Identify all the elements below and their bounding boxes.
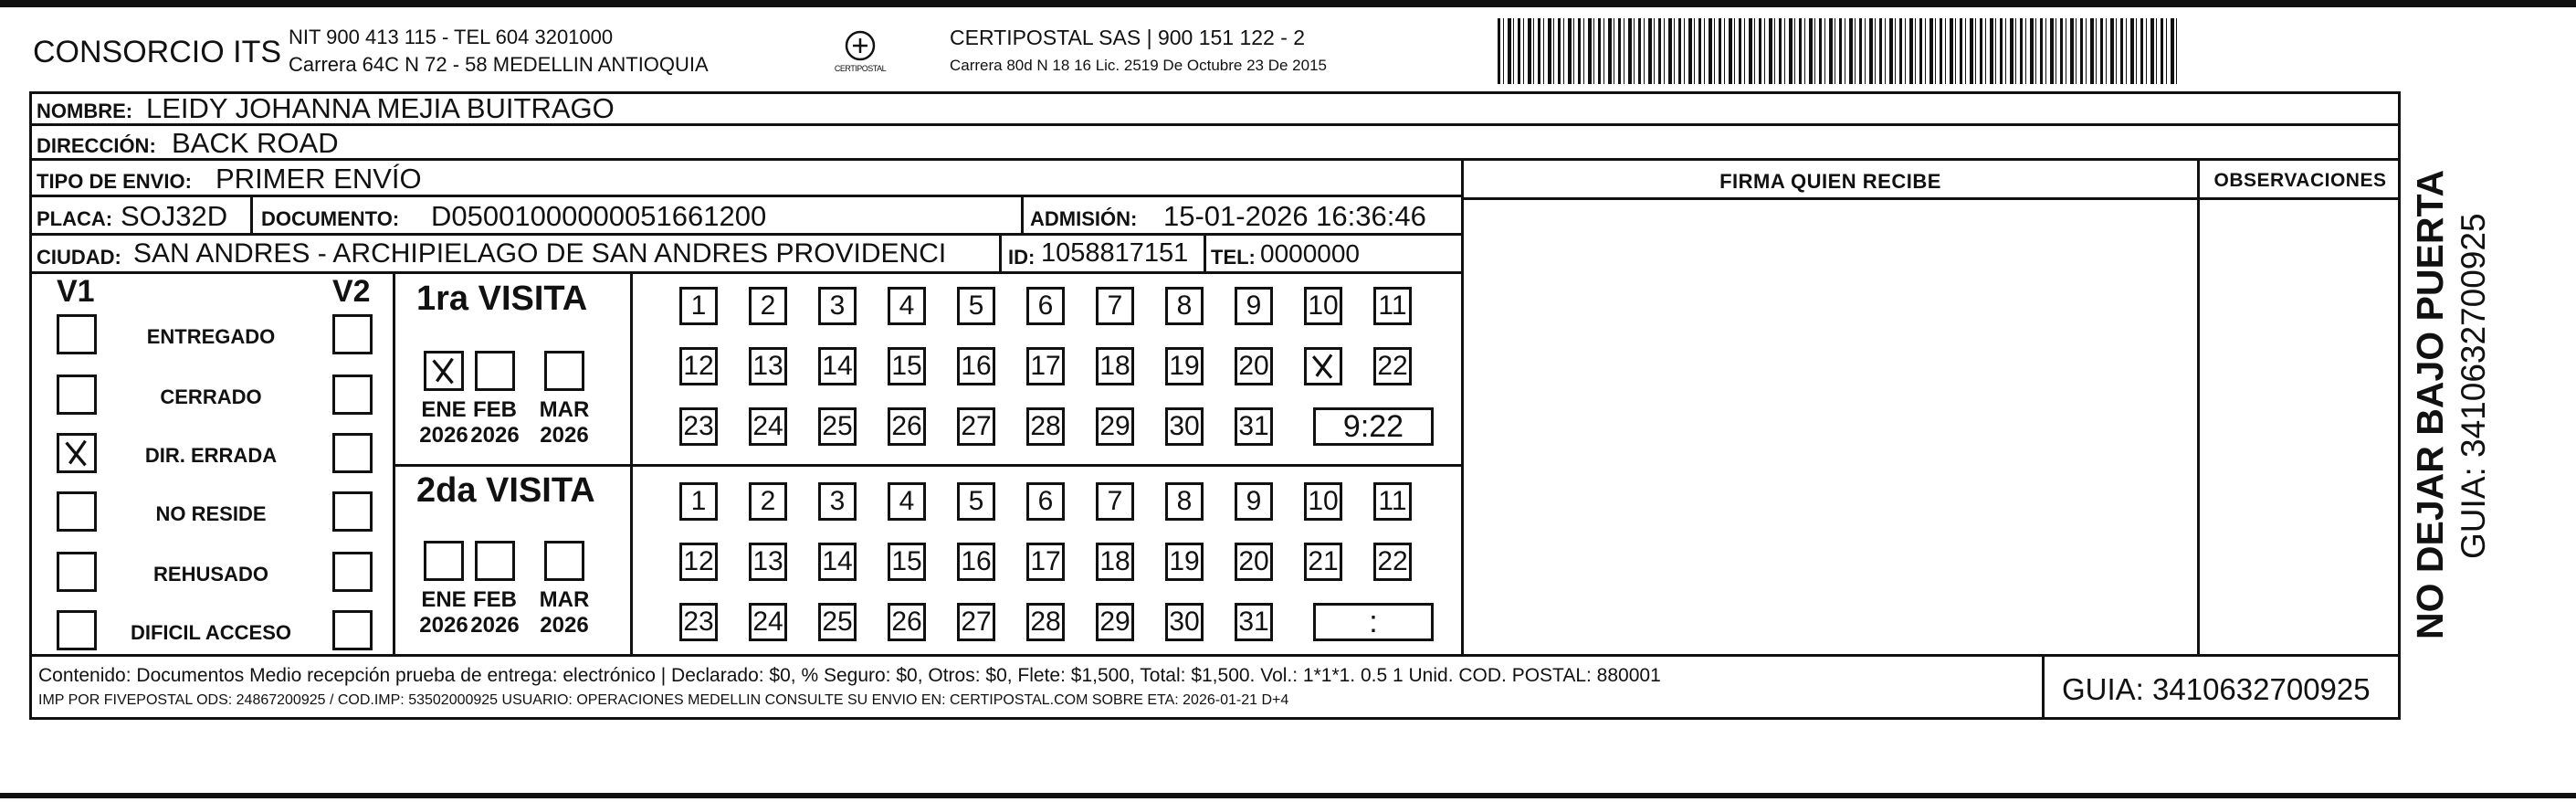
month-checkbox[interactable] (544, 351, 584, 391)
day-box[interactable]: 8 (1165, 287, 1204, 325)
day-box[interactable]: 16 (957, 543, 995, 581)
v1-checkbox[interactable] (57, 433, 97, 473)
day-box[interactable]: 31 (1235, 603, 1273, 641)
day-box[interactable]: 18 (1096, 347, 1134, 385)
status-label: ENTREGADO (146, 325, 276, 348)
day-box[interactable]: 28 (1026, 603, 1065, 641)
day-box[interactable]: 9 (1235, 287, 1273, 325)
status-label: REHUSADO (153, 563, 268, 586)
day-box[interactable]: 1 (679, 482, 718, 521)
day-box[interactable]: 7 (1096, 482, 1134, 521)
footer-guia-divider (2042, 654, 2045, 720)
day-box[interactable]: 29 (1096, 603, 1134, 641)
day-box[interactable]: 4 (888, 482, 926, 521)
day-box[interactable]: 27 (957, 603, 995, 641)
month-divider (630, 274, 633, 654)
day-box[interactable]: 6 (1026, 287, 1065, 325)
month-checkbox[interactable] (424, 541, 464, 581)
month-checkbox[interactable] (424, 351, 464, 391)
placa-label: PLACA: (37, 207, 113, 230)
month-label: ENE (421, 587, 467, 612)
day-box[interactable]: 20 (1235, 543, 1273, 581)
check-mark-icon (59, 436, 94, 470)
day-box[interactable]: 24 (749, 407, 787, 446)
day-box[interactable]: 26 (888, 407, 926, 446)
day-box[interactable]: 13 (749, 543, 787, 581)
month-label: FEB (473, 587, 517, 612)
row-direccion (29, 126, 2401, 161)
status-label: NO RESIDE (155, 502, 267, 525)
tel-value: 0000000 (1260, 239, 1361, 268)
footer-line (29, 654, 2401, 657)
status-label: DIFICIL ACCESO (130, 621, 291, 644)
day-box[interactable]: 29 (1096, 407, 1134, 446)
firma-column (1461, 161, 1464, 654)
day-box[interactable]: 15 (888, 543, 926, 581)
check-mark-icon (1307, 350, 1340, 383)
row-ciudad (29, 236, 1461, 274)
v1-checkbox[interactable] (57, 552, 97, 592)
certipostal-license: Carrera 80d N 18 16 Lic. 2519 De Octubre 23 De 2015 (950, 57, 1327, 74)
certipostal-nit: CERTIPOSTAL SAS | 900 151 122 - 2 (950, 26, 1306, 49)
side-warning: NO DEJAR BAJO PUERTA (2409, 169, 2451, 639)
direccion-value: BACK ROAD (172, 127, 339, 159)
tipo-label: TIPO DE ENVIO: (37, 170, 192, 193)
day-box[interactable]: 9 (1235, 482, 1273, 521)
documento-value: D05001000000051661200 (431, 200, 767, 232)
day-box[interactable]: 18 (1096, 543, 1134, 581)
day-box[interactable]: 15 (888, 347, 926, 385)
nombre-label: NOMBRE: (37, 100, 133, 122)
year-label: 2026 (470, 423, 520, 448)
day-box[interactable]: 12 (679, 543, 718, 581)
year-label: 2026 (470, 613, 520, 638)
top-border (0, 0, 2576, 7)
v2-checkbox[interactable] (332, 433, 373, 473)
year-label: 2026 (419, 613, 468, 638)
v2-checkbox[interactable] (332, 552, 373, 592)
month-label: MAR (539, 587, 590, 612)
v1-label: V1 (57, 274, 95, 309)
day-box[interactable]: 8 (1165, 482, 1204, 521)
day-box[interactable]: 3 (818, 482, 857, 521)
status-label: CERRADO (160, 385, 262, 408)
day-box[interactable]: 19 (1165, 543, 1204, 581)
day-box[interactable]: 16 (957, 347, 995, 385)
day-box[interactable]: 7 (1096, 287, 1134, 325)
year-label: 2026 (540, 423, 589, 448)
v1-checkbox[interactable] (57, 314, 97, 354)
v2-checkbox[interactable] (332, 375, 373, 415)
day-box[interactable]: 10 (1304, 482, 1342, 521)
company-address: Carrera 64C N 72 - 58 MEDELLIN ANTIOQUIA (289, 53, 709, 76)
second-visit-title: 2da VISITA (416, 471, 595, 510)
divider (1204, 236, 1206, 274)
month-label: FEB (473, 397, 517, 422)
v2-label: V2 (332, 274, 371, 309)
barcode (1498, 18, 2181, 84)
v2-checkbox[interactable] (332, 610, 373, 650)
admision-value: 15-01-2026 16:36:46 (1163, 200, 1426, 232)
day-box[interactable] (1304, 347, 1342, 385)
day-box[interactable]: 21 (1304, 543, 1342, 581)
logo-text: CERTIPOSTAL (834, 64, 887, 73)
year-label: 2026 (419, 423, 468, 448)
footer-imp: IMP POR FIVEPOSTAL ODS: 24867200925 / COD.IMP: 53502000925 USUARIO: OPERACIONES MEDELLIN CONSULTE SU ENVIO EN: CERTIPOSTAL.COM SOBRE ETA: 2026-01-21 D+4 (38, 692, 1289, 708)
bottom-border (0, 793, 2576, 798)
day-box[interactable]: 22 (1373, 347, 1412, 385)
day-box[interactable]: 6 (1026, 482, 1065, 521)
day-box[interactable]: 30 (1165, 407, 1204, 446)
day-box[interactable]: 14 (818, 543, 857, 581)
day-box[interactable]: 14 (818, 347, 857, 385)
visit-divider (393, 464, 1461, 467)
day-box[interactable]: 5 (957, 482, 995, 521)
day-box[interactable]: 25 (818, 407, 857, 446)
check-mark-icon (426, 354, 461, 388)
time-box[interactable]: : (1313, 603, 1434, 641)
month-label: MAR (539, 397, 590, 422)
id-label: ID: (1008, 246, 1036, 269)
certipostal-logo (833, 26, 888, 80)
divider (250, 197, 253, 236)
v1-checkbox[interactable] (57, 375, 97, 415)
placa-value: SOJ32D (121, 200, 228, 232)
nombre-value: LEIDY JOHANNA MEJIA BUITRAGO (146, 92, 615, 124)
day-box[interactable]: 25 (818, 603, 857, 641)
documento-label: DOCUMENTO: (261, 207, 400, 230)
v1-checkbox[interactable] (57, 491, 97, 532)
observaciones-column (2197, 161, 2200, 654)
day-box[interactable]: 23 (679, 407, 718, 446)
v1-checkbox[interactable] (57, 610, 97, 650)
day-box[interactable]: 17 (1026, 543, 1065, 581)
company-name: CONSORCIO ITS (33, 35, 282, 69)
divider (999, 236, 1002, 274)
admision-label: ADMISIÓN: (1030, 207, 1138, 230)
tel-label: TEL: (1211, 246, 1256, 269)
day-box[interactable]: 3 (818, 287, 857, 325)
day-box[interactable]: 28 (1026, 407, 1065, 446)
month-checkbox[interactable] (475, 541, 515, 581)
day-box[interactable]: 4 (888, 287, 926, 325)
day-box[interactable]: 22 (1373, 543, 1412, 581)
day-box[interactable]: 17 (1026, 347, 1065, 385)
day-box[interactable]: 2 (749, 287, 787, 325)
day-box[interactable]: 13 (749, 347, 787, 385)
row-nombre (29, 91, 2401, 126)
row-placa (29, 197, 1461, 236)
day-box[interactable]: 24 (749, 603, 787, 641)
day-box[interactable]: 5 (957, 287, 995, 325)
day-box[interactable]: 20 (1235, 347, 1273, 385)
day-box[interactable]: 26 (888, 603, 926, 641)
day-box[interactable]: 23 (679, 603, 718, 641)
direccion-label: DIRECCIÓN: (37, 134, 156, 157)
observaciones-header: OBSERVACIONES (2213, 170, 2387, 191)
year-label: 2026 (540, 613, 589, 638)
footer-guia: GUIA: 3410632700925 (2062, 672, 2371, 706)
v2-checkbox[interactable] (332, 314, 373, 354)
day-box[interactable]: 2 (749, 482, 787, 521)
day-box[interactable]: 11 (1373, 482, 1412, 521)
v2-checkbox[interactable] (332, 491, 373, 532)
firma-header: FIRMA QUIEN RECIBE (1719, 170, 1941, 193)
company-nit: NIT 900 413 115 - TEL 604 3201000 (289, 26, 614, 48)
tipo-value: PRIMER ENVÍO (216, 163, 422, 195)
side-guia: GUIA: 3410632700925 (2455, 213, 2492, 559)
row-tipo (29, 161, 1461, 197)
day-box[interactable]: 31 (1235, 407, 1273, 446)
month-label: ENE (421, 397, 467, 422)
footer-content: Contenido: Documentos Medio recepción prueba de entrega: electrónico | Declarado: $0, % Seguro: $0, Otros: $0, Flete: $1,500, Total: $1,500. Vol.: 1*1*1. 0.5 1 Unid. COD. POSTAL: 880001 (38, 665, 1661, 686)
day-box[interactable]: 1 (679, 287, 718, 325)
day-box[interactable]: 19 (1165, 347, 1204, 385)
divider (1021, 197, 1024, 236)
day-box[interactable]: 30 (1165, 603, 1204, 641)
day-box[interactable]: 12 (679, 347, 718, 385)
day-box[interactable]: 10 (1304, 287, 1342, 325)
first-visit-title: 1ra VISITA (416, 280, 588, 318)
month-checkbox[interactable] (544, 541, 584, 581)
day-box[interactable]: 27 (957, 407, 995, 446)
time-box[interactable]: 9:22 (1313, 407, 1434, 446)
month-checkbox[interactable] (475, 351, 515, 391)
status-label: DIR. ERRADA (144, 444, 278, 467)
ciudad-value: SAN ANDRES - ARCHIPIELAGO DE SAN ANDRES PROVIDENCI (133, 238, 947, 269)
ciudad-label: CIUDAD: (37, 246, 121, 269)
day-box[interactable]: 11 (1373, 287, 1412, 325)
columns-header-line (1461, 197, 2401, 200)
id-value: 1058817151 (1041, 238, 1189, 268)
